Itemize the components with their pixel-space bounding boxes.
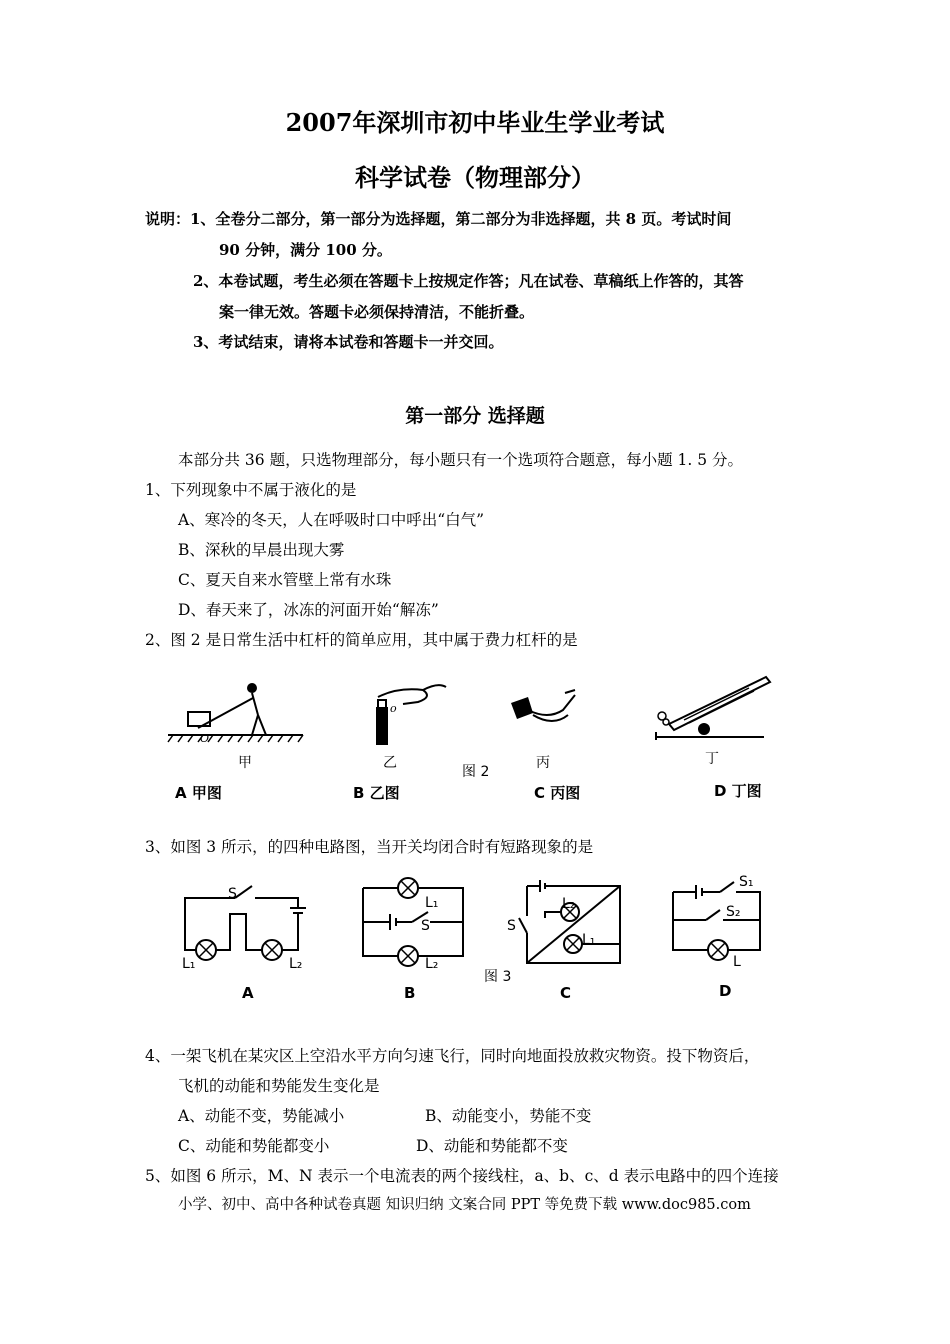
q2-stem: 2、图 2 是日常生活中杠杆的简单应用，其中属于费力杠杆的是 bbox=[145, 631, 578, 649]
q2-sub-bing: 丙 bbox=[536, 755, 550, 771]
q2-sub-ding: 丁 bbox=[705, 751, 719, 767]
footer-text: 小学、初中、高中各种试卷真题 知识归纳 文案合同 PPT 等免费下载 www.doc985.com bbox=[178, 1197, 751, 1213]
q4-option-a: A、动能不变，势能减小 bbox=[178, 1107, 345, 1125]
q3-option-d: D bbox=[719, 982, 732, 1000]
q3-a-label-s: S bbox=[228, 886, 237, 902]
q4-stem: 4、一架飞机在某灾区上空沿水平方向匀速飞行，同时向地面投放救灾物资。投下物资后， bbox=[145, 1047, 760, 1065]
q1-option-a: A、寒冷的冬天，人在呼吸时口中呼出“白气” bbox=[178, 511, 485, 529]
figure-3-circuit-c bbox=[515, 878, 630, 978]
q1-stem: 1、下列现象中不属于液化的是 bbox=[145, 481, 357, 499]
q2-option-c: C 丙图 bbox=[534, 784, 581, 802]
note-line-3: 3、考试结束，请将本试卷和答题卡一并交回。 bbox=[193, 333, 504, 351]
q3-option-c: C bbox=[560, 984, 572, 1002]
q5-stem: 5、如图 6 所示，M、N 表示一个电流表的两个接线柱，a、b、c、d 表示电路中的四个连接 bbox=[145, 1167, 779, 1185]
q2-figure-title: 图 2 bbox=[462, 764, 490, 780]
q2-option-a: A 甲图 bbox=[175, 784, 222, 802]
q3-option-b: B bbox=[404, 984, 416, 1002]
q1-option-b: B、深秋的早晨出现大雾 bbox=[178, 541, 345, 559]
q2-sub-yi: 乙 bbox=[383, 755, 397, 771]
q4-option-d: D、动能和势能都不变 bbox=[416, 1137, 568, 1155]
svg-text:o: o bbox=[390, 702, 397, 715]
q3-b-label-l1: L₁ bbox=[425, 895, 439, 911]
figure-2-lever-ding bbox=[654, 672, 774, 742]
q4-option-c: C、动能和势能都变小 bbox=[178, 1137, 330, 1155]
q4-stem-2: 飞机的动能和势能发生变化是 bbox=[178, 1077, 380, 1095]
figure-3-circuit-d bbox=[668, 880, 768, 970]
note-line-1b: 90 分钟，满分 100 分。 bbox=[219, 241, 392, 259]
page-subtitle: 科学试卷（物理部分） bbox=[355, 163, 595, 192]
q4-option-b: B、动能变小，势能不变 bbox=[425, 1107, 592, 1125]
figure-2-lever-yi bbox=[368, 672, 458, 747]
q3-b-label-s: S bbox=[421, 918, 430, 934]
q3-option-a: A bbox=[242, 984, 254, 1002]
q3-figure-title: 图 3 bbox=[484, 969, 512, 985]
page-title: 2007年深圳市初中毕业生学业考试 bbox=[285, 108, 665, 137]
figure-2-lever-bing bbox=[503, 685, 583, 730]
q2-sub-jia: 甲 bbox=[238, 755, 252, 771]
q3-c-label-s: S bbox=[507, 918, 516, 934]
q3-a-label-l2: L₂ bbox=[289, 956, 303, 972]
figure-3-circuit-b bbox=[358, 876, 470, 976]
note-line-1: 说明：1、全卷分二部分，第一部分为选择题，第二部分为非选择题，共 8 页。考试时间 bbox=[145, 210, 732, 228]
q3-c-label-l2: L₂ bbox=[562, 896, 576, 912]
q3-d-label-s1: S₁ bbox=[739, 874, 754, 890]
svg-text:O: O bbox=[200, 732, 210, 745]
figure-2-lever-jia bbox=[168, 680, 308, 745]
section-intro: 本部分共 36 题，只选物理部分，每小题只有一个选项符合题意，每小题 1. 5 分。 bbox=[178, 451, 744, 469]
q1-option-c: C、夏天自来水管壁上常有水珠 bbox=[178, 571, 392, 589]
note-line-2: 2、本卷试题，考生必须在答题卡上按规定作答；凡在试卷、草稿纸上作答的，其答 bbox=[193, 272, 744, 290]
q2-option-b: B 乙图 bbox=[353, 784, 400, 802]
q3-a-label-l1: L₁ bbox=[182, 956, 196, 972]
q3-d-label-s2: S₂ bbox=[726, 904, 741, 920]
section-title: 第一部分 选择题 bbox=[405, 405, 545, 427]
q3-stem: 3、如图 3 所示，的四种电路图，当开关均闭合时有短路现象的是 bbox=[145, 838, 594, 856]
q1-option-d: D、春天来了，冰冻的河面开始“解冻” bbox=[178, 601, 439, 619]
note-line-2b: 案一律无效。答题卡必须保持清洁，不能折叠。 bbox=[219, 303, 535, 321]
q3-b-label-l2: L₂ bbox=[425, 956, 439, 972]
q2-option-d: D 丁图 bbox=[714, 782, 762, 800]
q3-d-label-l: L bbox=[733, 954, 741, 970]
q3-c-label-l1: L₁ bbox=[582, 932, 596, 948]
